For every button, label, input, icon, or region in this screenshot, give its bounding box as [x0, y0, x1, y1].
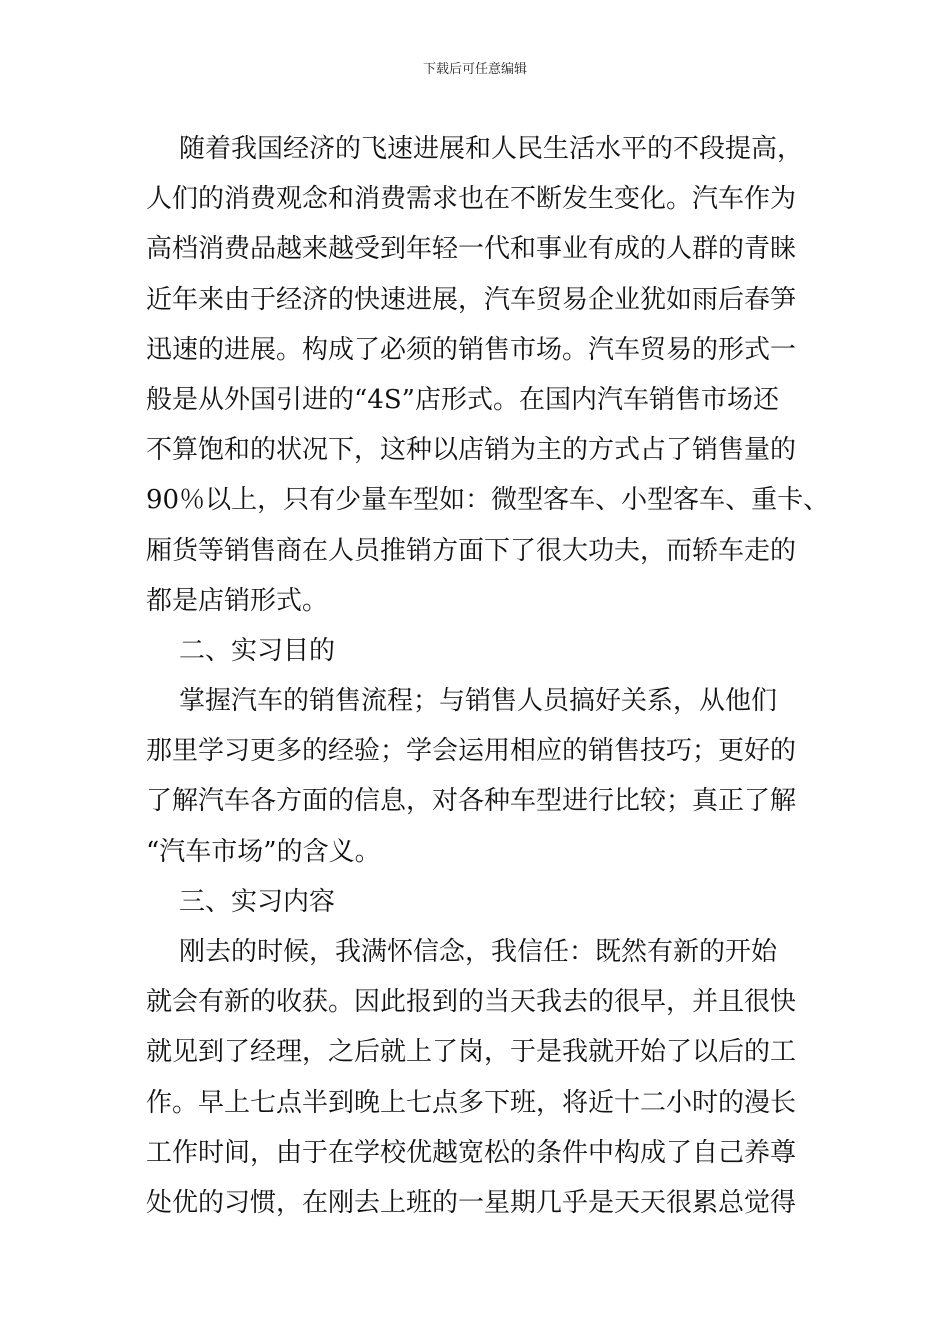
text-line: 高档消费品越来越受到年轻一代和事业有成的人群的青睐	[146, 234, 797, 265]
text-line: 就见到了经理，之后就上了岗，于是我就开始了以后的工	[146, 1037, 797, 1068]
text-line: 处优的习惯，在刚去上班的一星期几乎是天天很累总觉得	[146, 1187, 797, 1218]
text-line: 近年来由于经济的快速进展，汽车贸易企业犹如雨后春笋	[146, 284, 797, 315]
section-heading: 二、实习目的	[146, 635, 336, 666]
text-line: 作。早上七点半到晚上七点多下班，将近十二小时的漫长	[146, 1087, 797, 1118]
text-line: 90％以上，只有少量车型如：微型客车、小型客车、重卡、	[146, 485, 830, 516]
text-line: 那里学习更多的经验；学会运用相应的销售技巧；更好的	[146, 736, 797, 767]
text-line: 迅速的进展。构成了必须的销售市场。汽车贸易的形式一	[146, 334, 797, 365]
text-line: 了解汽车各方面的信息，对各种车型进行比较；真正了解	[146, 786, 797, 817]
section-heading: 三、实习内容	[146, 886, 336, 917]
page-header: 下载后可任意编辑	[422, 62, 527, 77]
text-line: 掌握汽车的销售流程；与销售人员搞好关系，从他们	[146, 686, 778, 717]
text-line: 就会有新的收获。因此报到的当天我去的很早，并且很快	[146, 987, 797, 1018]
text-line: “汽车市场”的含义。	[146, 836, 381, 867]
text-line: 人们的消费观念和消费需求也在不断发生变化。汽车作为	[146, 184, 797, 215]
text-line: 刚去的时候，我满怀信念，我信任：既然有新的开始	[146, 937, 778, 967]
text-line: 随着我国经济的飞速进展和人民生活水平的不段提高，	[146, 134, 804, 164]
text-line: 不算饱和的状况下，这种以店销为主的方式占了销售量的	[146, 435, 797, 466]
text-line: 工作时间，由于在学校优越宽松的条件中构成了自己养尊	[146, 1137, 797, 1168]
text-line: 般是从外国引进的“4S”店形式。在国内汽车销售市场还	[146, 384, 779, 415]
text-line: 厢货等销售商在人员推销方面下了很大功夫，而轿车走的	[146, 535, 797, 566]
document-body	[146, 124, 846, 1228]
text-line: 都是店销形式。	[146, 585, 329, 616]
